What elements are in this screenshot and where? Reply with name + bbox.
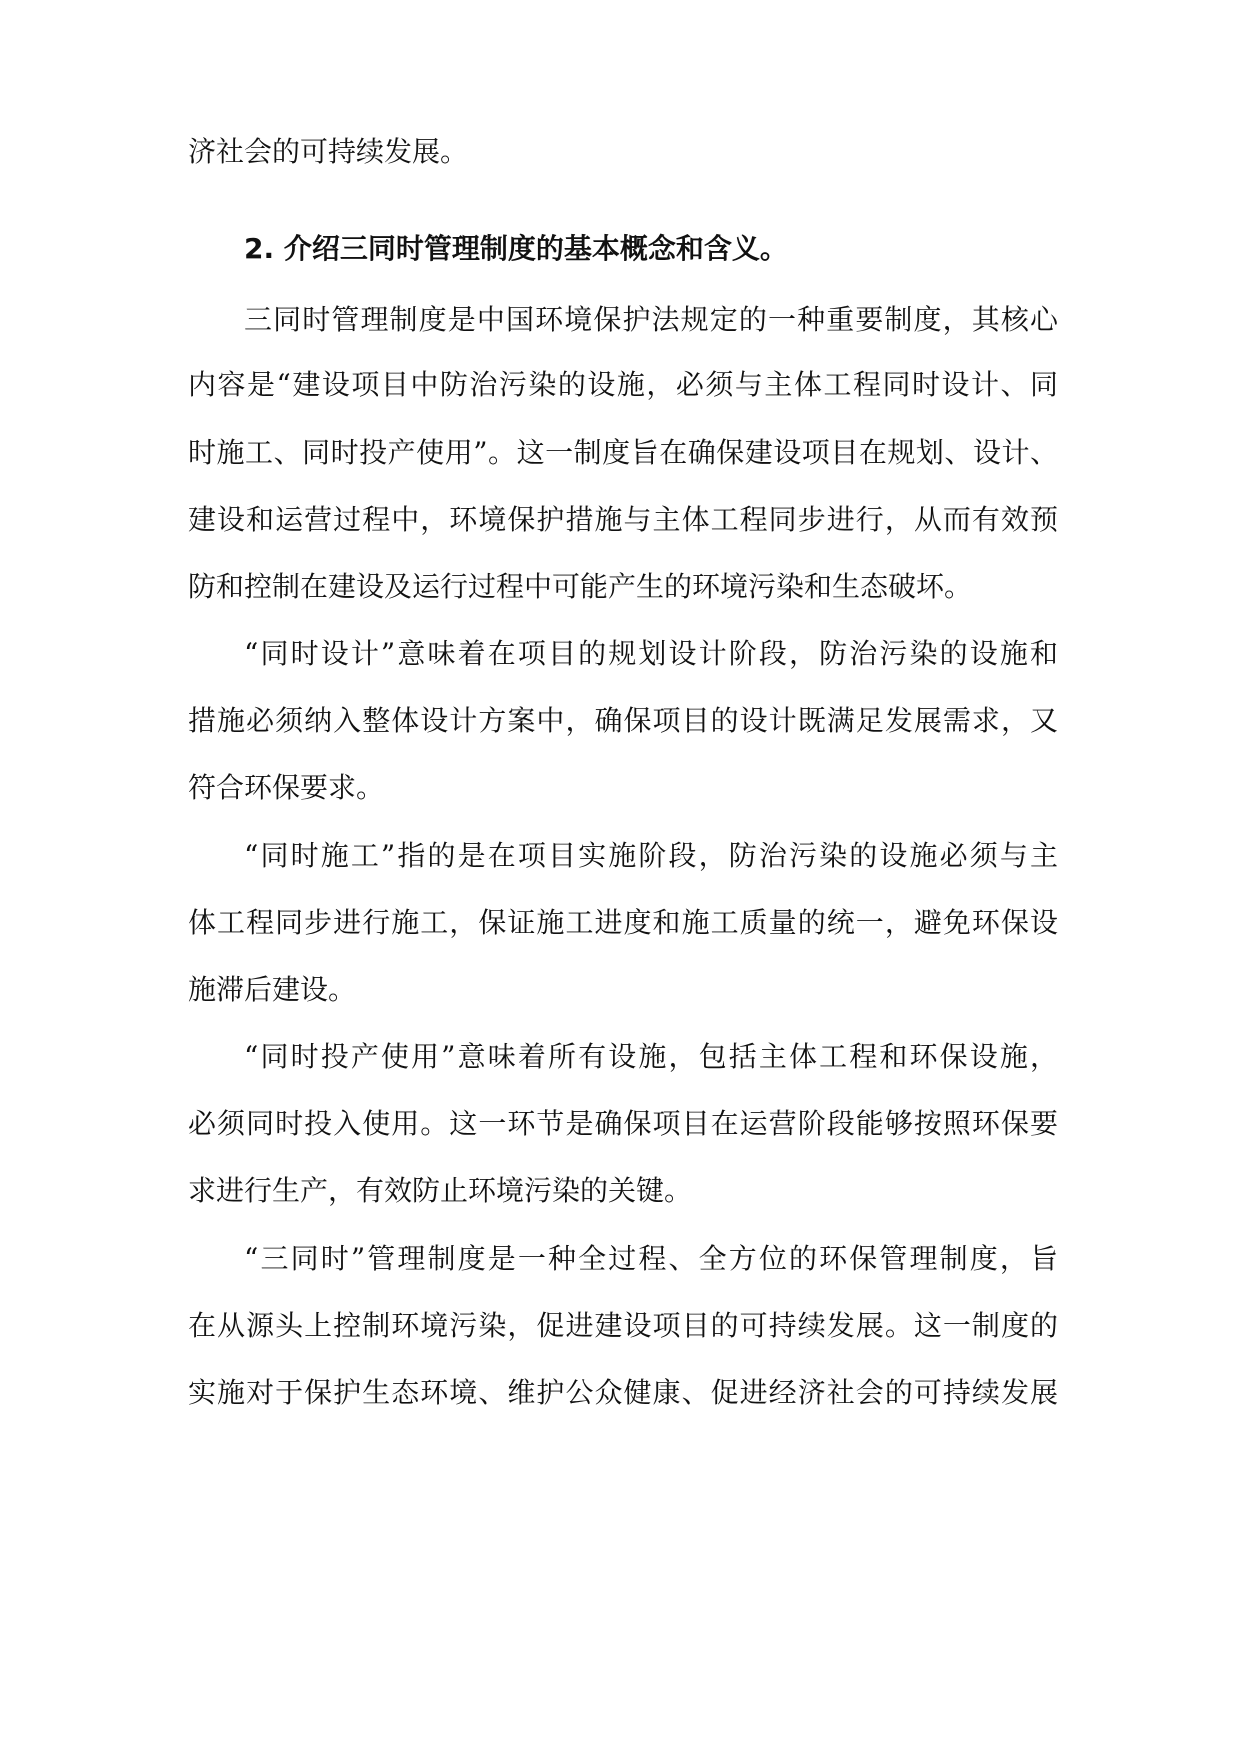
paragraph-2-line-1: “同时设计”意味着在项目的规划设计阶段，防治污染的设施和 <box>244 637 1058 670</box>
paragraph-3-line-1: “同时施工”指的是在项目实施阶段，防治污染的设施必须与主 <box>244 839 1058 872</box>
paragraph-1-line-4: 建设和运营过程中，环境保护措施与主体工程同步进行，从而有效预 <box>188 503 1058 536</box>
paragraph-1-line-3: 时施工、同时投产使用”。这一制度旨在确保建设项目在规划、设计、 <box>188 436 1058 469</box>
paragraph-4-line-3: 求进行生产，有效防止环境污染的关键。 <box>188 1174 693 1207</box>
section-heading: 2. 介绍三同时管理制度的基本概念和含义。 <box>244 232 788 265</box>
paragraph-2-line-3: 符合环保要求。 <box>188 771 385 804</box>
paragraph-5-line-3: 实施对于保护生态环境、维护公众健康、促进经济社会的可持续发展 <box>188 1376 1058 1409</box>
paragraph-3-line-2: 体工程同步进行施工，保证施工进度和施工质量的统一，避免环保设 <box>188 906 1058 939</box>
continuation-text: 济社会的可持续发展。 <box>188 135 469 168</box>
paragraph-5-line-2: 在从源头上控制环境污染，促进建设项目的可持续发展。这一制度的 <box>188 1309 1058 1342</box>
paragraph-4-line-1: “同时投产使用”意味着所有设施，包括主体工程和环保设施， <box>244 1040 1058 1073</box>
paragraph-2-line-2: 措施必须纳入整体设计方案中，确保项目的设计既满足发展需求，又 <box>188 704 1058 737</box>
paragraph-3-line-3: 施滞后建设。 <box>188 973 357 1006</box>
paragraph-1-line-1: 三同时管理制度是中国环境保护法规定的一种重要制度，其核心 <box>244 303 1058 336</box>
paragraph-5-line-1: “三同时”管理制度是一种全过程、全方位的环保管理制度，旨 <box>244 1242 1058 1275</box>
paragraph-1-line-5: 防和控制在建设及运行过程中可能产生的环境污染和生态破坏。 <box>188 570 973 603</box>
paragraph-4-line-2: 必须同时投入使用。这一环节是确保项目在运营阶段能够按照环保要 <box>188 1107 1058 1140</box>
paragraph-1-line-2: 内容是“建设项目中防治污染的设施，必须与主体工程同时设计、同 <box>188 368 1058 401</box>
